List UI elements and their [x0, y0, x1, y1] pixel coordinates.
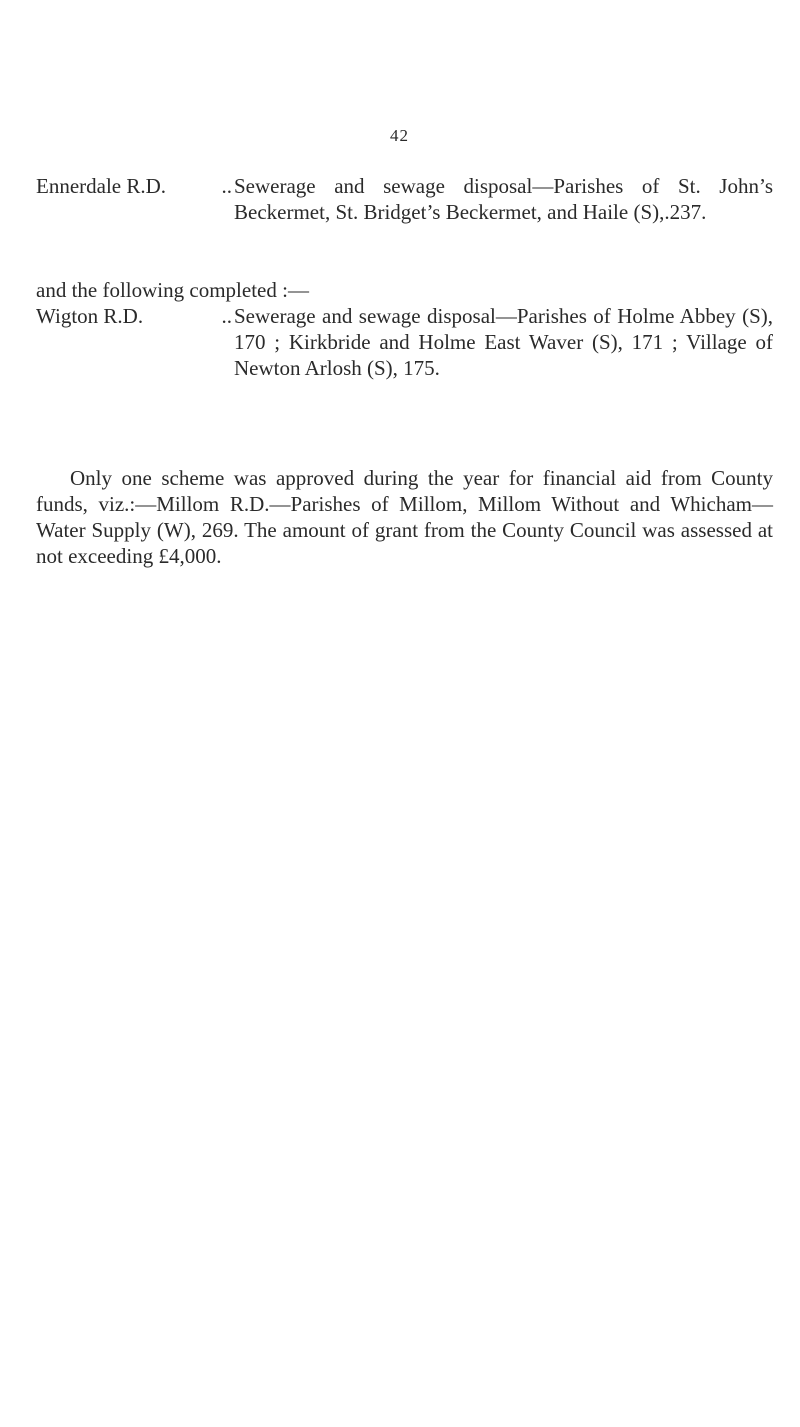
- district-label-wigton: Wigton R.D.: [36, 304, 144, 328]
- entry-text: Sewerage and sewage disposal—Parishes of Holme Abbey (S), 170 ; Kirkbride and Holme East Waver (S), 171 ; Village of Newton Arlosh (S), 175.: [234, 304, 773, 380]
- page-number: 42: [390, 126, 409, 145]
- body-paragraph: Only one scheme was approved during the year for financial aid from County funds, viz.:—Millom R.D.—Parishes of Millom, Millom Without and Whicham—Water Supply (W), 269. The amount of grant from the County Council was assessed at not exceeding £4,000.: [36, 466, 773, 568]
- district-label-ennerdale: Ennerdale R.D.: [36, 174, 167, 198]
- entry-ennerdale: [200, 173, 773, 225]
- entry-text: Sewerage and sewage disposal—Parishes of St. John’s Beckermet, St. Bridget’s Beckermet, and Haile (S),.237.: [234, 174, 773, 224]
- entry-wigton: [200, 303, 773, 381]
- leader-dots: ..: [221, 174, 232, 198]
- leader-dots: ..: [221, 304, 232, 328]
- connector-line: and the following completed :—: [36, 278, 309, 302]
